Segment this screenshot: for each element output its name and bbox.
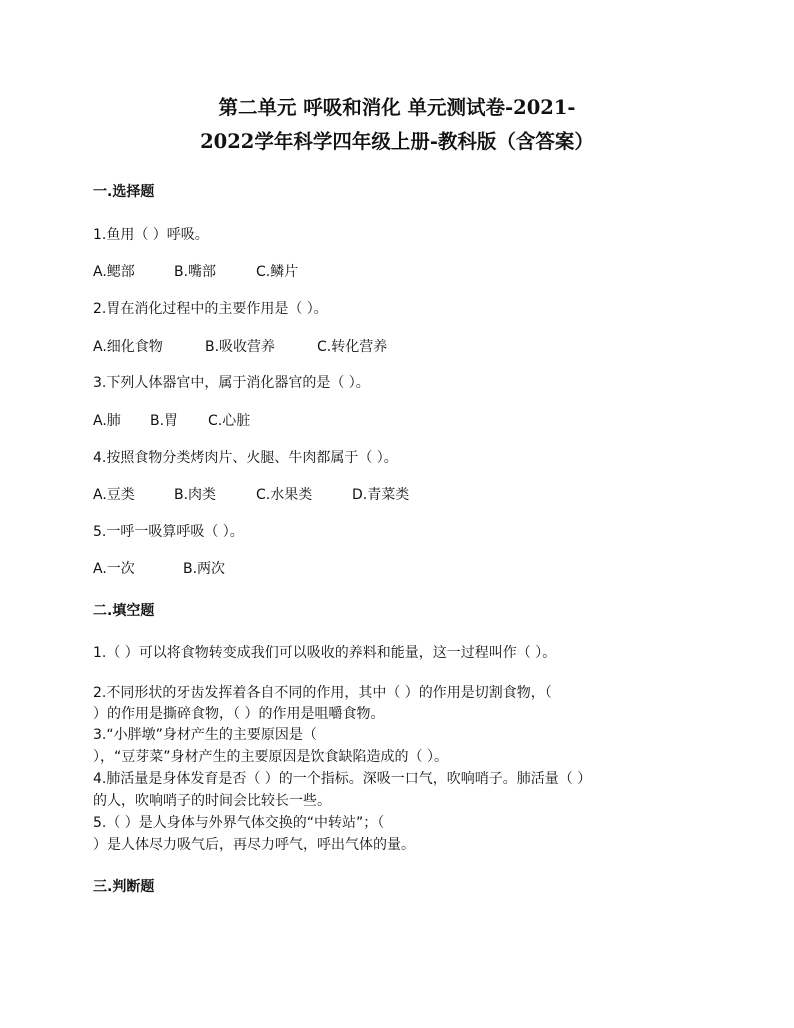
fill-question-3-line1: 3.“小胖墩”身材产生的主要原因是（ bbox=[93, 727, 317, 743]
q2-option-a: A.细化食物 bbox=[93, 339, 163, 355]
document-title-line1: 第二单元 呼吸和消化 单元测试卷-2021- bbox=[218, 96, 576, 119]
section-heading-judge: 三.判断题 bbox=[93, 879, 155, 895]
section-heading-fill: 二.填空题 bbox=[93, 603, 155, 619]
question-4: 4.按照食物分类烤肉片、火腿、牛肉都属于（ ）。 bbox=[93, 450, 398, 466]
fill-question-3-line2: ），“豆芽菜”身材产生的主要原因是饮食缺陷造成的（ ）。 bbox=[93, 749, 448, 765]
q4-option-d: D.青菜类 bbox=[352, 487, 410, 503]
question-2: 2.胃在消化过程中的主要作用是（ ）。 bbox=[93, 301, 328, 317]
fill-question-5-line2: ）是人体尽力吸气后，再尽力呼气，呼出气体的量。 bbox=[93, 837, 415, 853]
q4-option-b: B.肉类 bbox=[174, 487, 217, 503]
q1-option-b: B.嘴部 bbox=[174, 264, 217, 280]
document-title-line2: 2022学年科学四年级上册-教科版（含答案） bbox=[200, 130, 594, 153]
section-heading-choice: 一.选择题 bbox=[93, 184, 155, 200]
fill-question-4-line2: 的人，吹响哨子的时间会比较长一些。 bbox=[93, 793, 331, 809]
q1-option-a: A.鳃部 bbox=[93, 264, 135, 280]
fill-question-1: 1.（ ）可以将食物转变成我们可以吸收的养料和能量，这一过程叫作（ ）。 bbox=[93, 645, 557, 661]
fill-question-5-line1: 5.（ ）是人身体与外界气体交换的“中转站”；（ bbox=[93, 815, 385, 831]
q4-option-c: C.水果类 bbox=[256, 487, 313, 503]
q3-option-a: A.肺 bbox=[93, 413, 121, 429]
q3-option-b: B.胃 bbox=[150, 413, 179, 429]
fill-question-4-line1: 4.肺活量是身体发育是否（ ）的一个指标。深吸一口气，吹响哨子。肺活量（ ） bbox=[93, 771, 592, 787]
fill-question-2-line2: ）的作用是撕碎食物，（ ）的作用是咀嚼食物。 bbox=[93, 706, 385, 722]
q5-option-b: B.两次 bbox=[183, 561, 226, 577]
question-5: 5.一呼一吸算呼吸（ ）。 bbox=[93, 524, 244, 540]
question-1: 1.鱼用（ ）呼吸。 bbox=[93, 227, 209, 243]
q4-option-a: A.豆类 bbox=[93, 487, 135, 503]
q5-option-a: A.一次 bbox=[93, 561, 135, 577]
question-3: 3.下列人体器官中，属于消化器官的是（ ）。 bbox=[93, 375, 370, 391]
fill-question-2-line1: 2.不同形状的牙齿发挥着各自不同的作用，其中（ ）的作用是切割食物，（ bbox=[93, 685, 552, 701]
q2-option-b: B.吸收营养 bbox=[205, 339, 276, 355]
q1-option-c: C.鳞片 bbox=[256, 264, 299, 280]
q3-option-c: C.心脏 bbox=[208, 413, 251, 429]
q2-option-c: C.转化营养 bbox=[317, 339, 388, 355]
